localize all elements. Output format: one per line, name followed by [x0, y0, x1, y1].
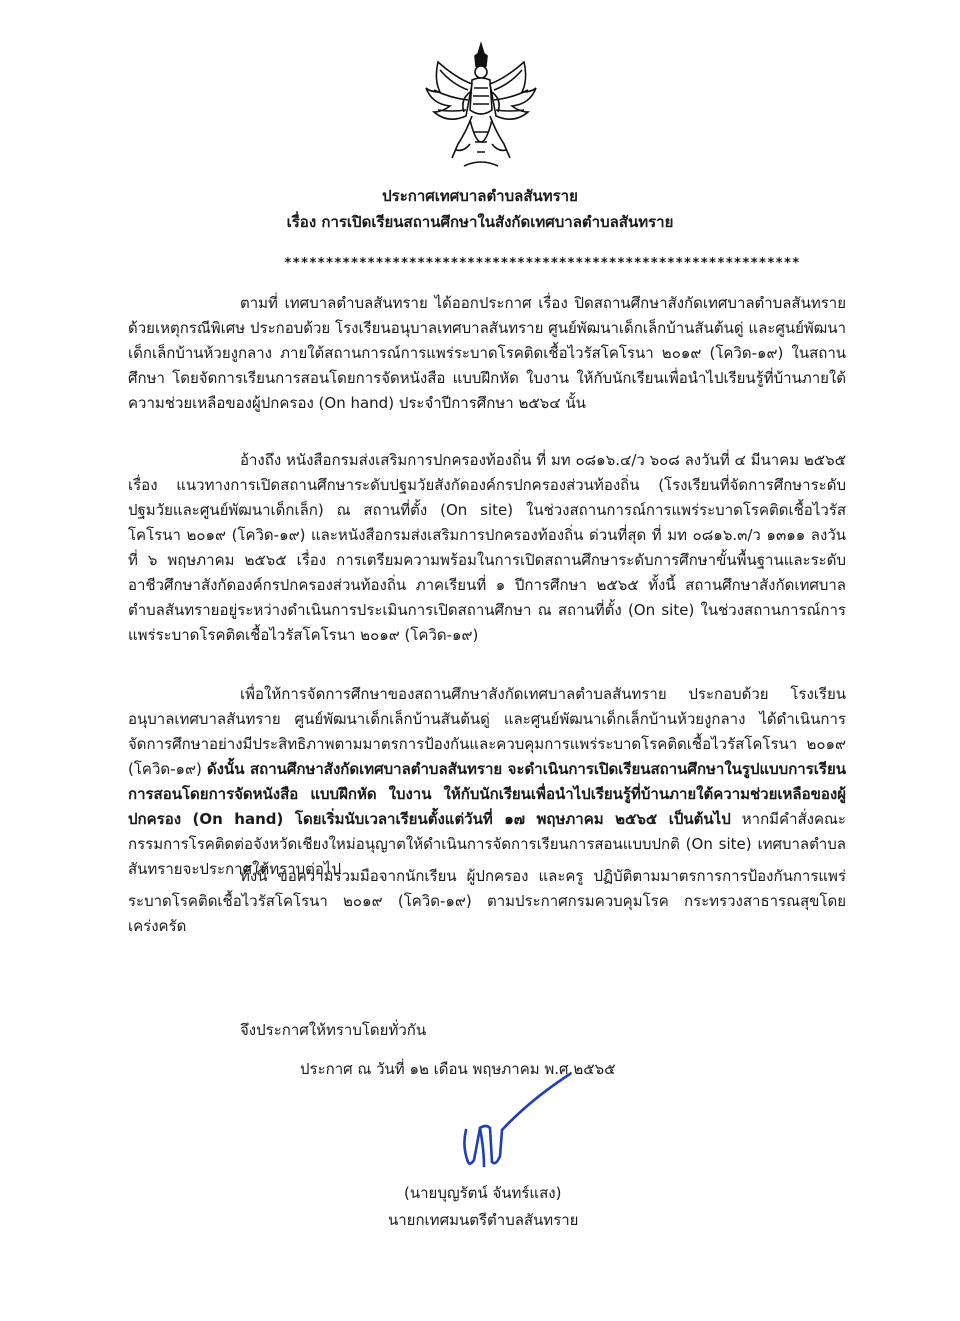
paragraph-1: [128, 291, 846, 416]
paragraph-3-text-a: เพื่อให้การจัดการศึกษาของสถานศึกษาสังกัดเทศบาลตำบลสันทราย ประกอบด้วย โรงเรียนอนุบาลเทศบาลสันทราย ศูนย์พัฒนาเด็กเล็กบ้านสันต้นดู่ และศูนย์พัฒนาเด็กเล็กบ้านห้วยงูกลาง ได้ดำเนินการจัดการศึกษาอย่างมีประสิทธิภาพตามมาตรการป้องกันและควบคุมการแพร่ระบาดโรคติดเชื้อไวรัสโคโรนา ๒๐๑๙ (โควิด-๑๙): [128, 685, 846, 778]
garuda-emblem-icon: [420, 40, 542, 172]
paragraph-3: [128, 682, 846, 882]
paragraph-2-text: อ้างถึง หนังสือกรมส่งเสริมการปกครองท้องถิ่น ที่ มท ๐๘๑๖.๔/ว ๖๐๘ ลงวันที่ ๔ มีนาคม ๒๕๖๕ เรื่อง แนวทางการเปิดสถานศึกษาระดับปฐมวัยสังกัดองค์กรปกครองส่วนท้องถิ่น (โรงเรียนที่จัดการศึกษาระดับปฐมวัยและศูนย์พัฒนาเด็กเล็ก) ณ สถานที่ตั้ง (On site) ในช่วงสถานการณ์การแพร่ระบาดโรคติดเชื้อไวรัสโคโรนา ๒๐๑๙ (โควิด-๑๙) และหนังสือกรมส่งเสริมการปกครองท้องถิ่น ด่วนที่สุด ที่ มท ๐๘๑๖.๓/ว ๑๓๑๑ ลงวันที่ ๖ พฤษภาคม ๒๕๖๕ เรื่อง การเตรียมความพร้อมในการเปิดสถานศึกษาระดับการศึกษาขั้นพื้นฐานและระดับอาชีวศึกษาสังกัดองค์กรปกครองส่วนท้องถิ่น ภาคเรียนที่ ๑ ปีการศึกษา ๒๕๖๕ ทั้งนี้ สถานศึกษาสังกัดเทศบาลตำบลสันทรายอยู่ระหว่างดำเนินการประเมินการเปิดสถานศึกษา ณ สถานที่ตั้ง (On site) ในช่วงสถานการณ์การแพร่ระบาดโรคติดเชื้อไวรัสโคโรนา ๒๐๑๙ (โควิด-๑๙): [128, 451, 846, 644]
paragraph-4-text: ทั้งนี้ ขอความร่วมมือจากนักเรียน ผู้ปกครอง และครู ปฏิบัติตามมาตรการการป้องกันการแพร่ระบาดโรคติดเชื้อไวรัสโคโรนา ๒๐๑๙ (โควิด-๑๙) ตามประกาศกรมควบคุมโรค กระทรวงสาธารณสุขโดยเคร่งครัด: [128, 867, 846, 935]
closing-announcement: จึงประกาศให้ทราบโดยทั่วกัน: [240, 1021, 427, 1039]
signer-title: นายกเทศมนตรีตำบลสันทราย: [388, 1211, 579, 1229]
signer-name: (นายบุญรัตน์ จันทร์แสง): [404, 1184, 562, 1202]
paragraph-2: [128, 448, 846, 648]
announcement-date: ประกาศ ณ วันที่ ๑๒ เดือน พฤษภาคม พ.ศ.๒๕๖๕: [300, 1060, 616, 1078]
paragraph-4: [128, 864, 846, 939]
announcement-subject: เรื่อง การเปิดเรียนสถานศึกษาในสังกัดเทศบาลตำบลสันทราย: [286, 213, 674, 231]
paragraph-1-text: ตามที่ เทศบาลตำบลสันทราย ได้ออกประกาศ เรื่อง ปิดสถานศึกษาสังกัดเทศบาลตำบลสันทรายด้วยเหตุกรณีพิเศษ ประกอบด้วย โรงเรียนอนุบาลเทศบาลสันทราย ศูนย์พัฒนาเด็กเล็กบ้านสันต้นดู่ และศูนย์พัฒนาเด็กเล็กบ้านห้วยงูกลาง ภายใต้สถานการณ์การแพร่ระบาดโรคติดเชื้อไวรัสโคโรนา ๒๐๑๙ (โควิด-๑๙) ในสถานศึกษา โดยจัดการเรียนการสอนโดยการจัดหนังสือ แบบฝึกหัด ใบงาน ให้กับนักเรียนเพื่อนำไปเรียนรู้ที่บ้านภายใต้ความช่วยเหลือของผู้ปกครอง (On hand) ประจำปีการศึกษา ๒๕๖๔ นั้น: [128, 294, 846, 412]
handwritten-signature: [440, 1070, 590, 1180]
separator-line: **************************************************************: [284, 256, 801, 271]
announcement-title: ประกาศเทศบาลตำบลสันทราย: [382, 187, 578, 205]
paragraph-3-text-b: หากมีคำสั่งคณะกรรมการโรคติดต่อจังหวัดเชียงใหม่อนุญาตให้ดำเนินการจัดการเรียนการสอนแบบปกติ (On site) เทศบาลตำบลสันทรายจะประกาศให้ทราบต่อไป: [128, 810, 846, 878]
paragraph-3-bold-text: ดังนั้น สถานศึกษาสังกัดเทศบาลตำบลสันทราย จะดำเนินการเปิดเรียนสถานศึกษาในรูปแบบการเรียนการสอนโดยการจัดหนังสือ แบบฝึกหัด ใบงาน ให้กับนักเรียนเพื่อนำไปเรียนรู้ที่บ้านภายใต้ความช่วยเหลือของผู้ปกครอง (On hand) โดยเริ่มนับเวลาเรียนตั้งแต่วันที่ ๑๗ พฤษภาคม ๒๕๖๕ เป็นต้นไป: [128, 760, 846, 828]
